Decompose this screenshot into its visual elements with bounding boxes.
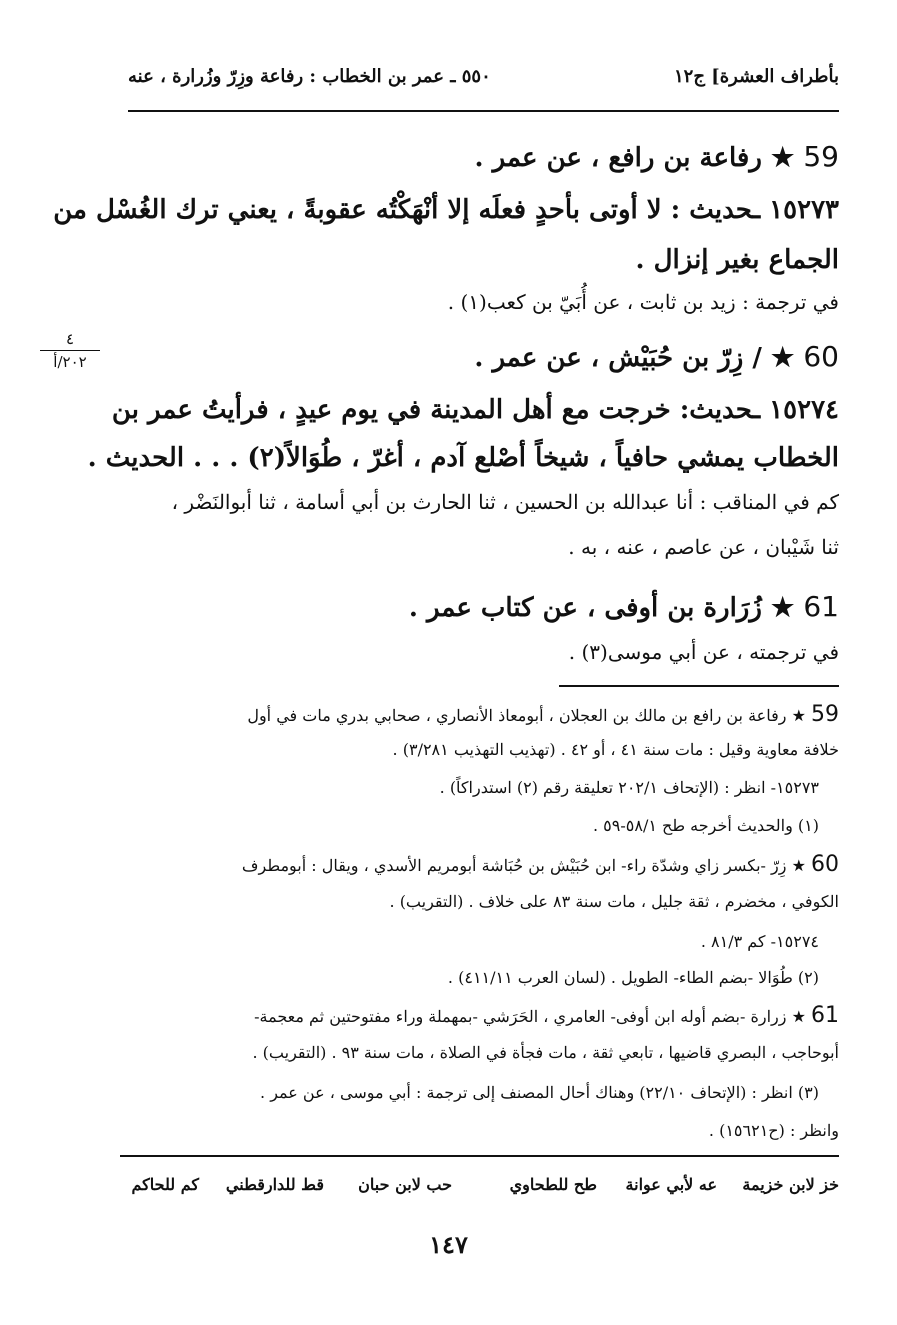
hadith-15274-source-line2: ثنا شَيْبان ، عن عاصم ، عنه ، به . bbox=[568, 535, 839, 559]
abbreviations-rule bbox=[120, 1155, 839, 1157]
entry-title: رفاعة بن رافع ، عن عمر . bbox=[474, 143, 762, 173]
footnote-15274: ١٥٢٧٤- كم ٨١/٣ . bbox=[700, 932, 819, 951]
footnote-60-line2: الكوفي ، مخضرم ، ثقة جليل ، مات سنة ٨٣ على خلاف . (التقريب) . bbox=[389, 892, 839, 911]
abbr-daraqutni: قط للدارقطني bbox=[225, 1175, 324, 1194]
margin-note-top: ٤ bbox=[65, 330, 75, 348]
footnote-separator bbox=[559, 685, 839, 687]
margin-note-divider bbox=[40, 350, 100, 351]
entry-title: زُرَارة بن أوفى ، عن كتاب عمر . bbox=[408, 593, 762, 623]
entry-title: / زِرّ بن حُبَيْش ، عن عمر . bbox=[474, 343, 762, 373]
margin-folio-note bbox=[40, 330, 100, 371]
footnote-3-line2: وانظر : (ح١٥٦٢١) . bbox=[708, 1121, 839, 1140]
footnote-text: زِرّ -بكسر زاي وشدّة راء- ابن حُبَيْش بن حُبَاشة أبومريم الأسدي ، ويقال : أبومطرف bbox=[241, 856, 787, 875]
entry-heading-60 bbox=[474, 340, 839, 373]
footnote-number: 60 bbox=[811, 852, 839, 877]
footnote-61-line2: أبوحاجب ، البصري قاضيها ، تابعي ثقة ، مات فجأة في الصلاة ، مات سنة ٩٣ . (التقريب) . bbox=[252, 1043, 839, 1062]
abbr-tahawi: طح للطحاوي bbox=[509, 1175, 597, 1194]
star-icon: ★ bbox=[791, 1007, 806, 1026]
footnote-60-line1 bbox=[242, 852, 839, 877]
abbr-khuzaymah: خز لابن خزيمة bbox=[742, 1175, 839, 1194]
footnote-59-line2: خلافة معاوية وقيل : مات سنة ٤١ ، أو ٤٢ . (تهذيب التهذيب ٣/٢٨١) . bbox=[392, 740, 839, 759]
footnote-59-line1 bbox=[247, 702, 839, 727]
footnote-text: زرارة -بضم أوله ابن أوفى- العامري ، الحَرَشي -بمهملة وراء مفتوحتين ثم معجمة- bbox=[254, 1007, 787, 1026]
star-icon: ★ bbox=[791, 706, 806, 725]
hadith-15274-line1: ١٥٢٧٤ ـحديث: خرجت مع أهل المدينة في يوم عيدٍ ، فرأيتُ عمر بن bbox=[111, 395, 839, 425]
hadith-15273-line2: الجماع بغير إنزال . bbox=[635, 245, 839, 275]
footnote-2: (٢) طُوَالا -بضم الطاء- الطويل . (لسان العرب ٤١١/١١) . bbox=[447, 968, 819, 987]
star-icon: ★ bbox=[791, 856, 806, 875]
abbr-awanah: عه لأبي عوانة bbox=[625, 1175, 717, 1194]
abbr-hakim: كم للحاكم bbox=[131, 1175, 199, 1194]
entry-heading-61 bbox=[409, 590, 839, 623]
footnote-1: (١) والحديث أخرجه طح ٥٨/١-٥٩ . bbox=[593, 816, 819, 835]
star-icon: ★ bbox=[770, 143, 795, 173]
entry-number: 60 bbox=[803, 340, 839, 373]
hadith-15273-line1: ١٥٢٧٣ ـحديث : لا أوتى بأحدٍ فعلَه إلا أنْهَكْتُه عقوبةً ، يعني ترك الغُسْل من bbox=[53, 195, 839, 225]
footnote-61-line1 bbox=[254, 1003, 839, 1028]
footnote-number: 61 bbox=[811, 1003, 839, 1028]
footnote-text: رفاعة بن رافع بن مالك بن العجلان ، أبومعاذ الأنصاري ، صحابي بدري مات في أول bbox=[247, 706, 787, 725]
star-icon: ★ bbox=[770, 343, 795, 373]
page-number: ١٤٧ bbox=[429, 1230, 468, 1259]
hadith-15274-source-line1: كم في المناقب : أنا عبدالله بن الحسين ، ثنا الحارث بن أبي أسامة ، ثنا أبوالنَضْر ، bbox=[171, 490, 839, 514]
running-header-left: ٥٥٠ ـ عمر بن الخطاب : رفاعة وزِرّ وزُرارة ، عنه bbox=[128, 66, 491, 87]
hadith-15274-line2: الخطاب يمشي حافياً ، شيخاً أصْلع آدم ، أغرّ ، طُوَالاً(٢) . . . الحديث . bbox=[87, 443, 839, 473]
footnote-number: 59 bbox=[811, 702, 839, 727]
footnote-3-line1: (٣) انظر : (الإتحاف ٢٢/١٠) وهناك أحال المصنف إلى ترجمة : أبي موسى ، عن عمر . bbox=[260, 1083, 819, 1102]
entry-heading-59 bbox=[475, 140, 839, 173]
entry-61-source: في ترجمته ، عن أبي موسى(٣) . bbox=[568, 640, 839, 664]
header-rule bbox=[128, 110, 839, 112]
entry-number: 61 bbox=[803, 590, 839, 623]
hadith-15273-source: في ترجمة : زيد بن ثابت ، عن أُبَيّ بن كعب(١) . bbox=[447, 290, 839, 314]
margin-note-bottom: ٢٠٢/أ bbox=[53, 353, 87, 371]
footnote-15273: ١٥٢٧٣- انظر : (الإتحاف ٢٠٢/١ تعليقة رقم (٢) استدراكاً) . bbox=[439, 778, 819, 797]
running-header-right: بأطراف العشرة] ج١٢ bbox=[673, 66, 839, 87]
abbr-hibban: حب لابن حبان bbox=[358, 1175, 452, 1194]
entry-number: 59 bbox=[803, 140, 839, 173]
star-icon: ★ bbox=[770, 593, 795, 623]
